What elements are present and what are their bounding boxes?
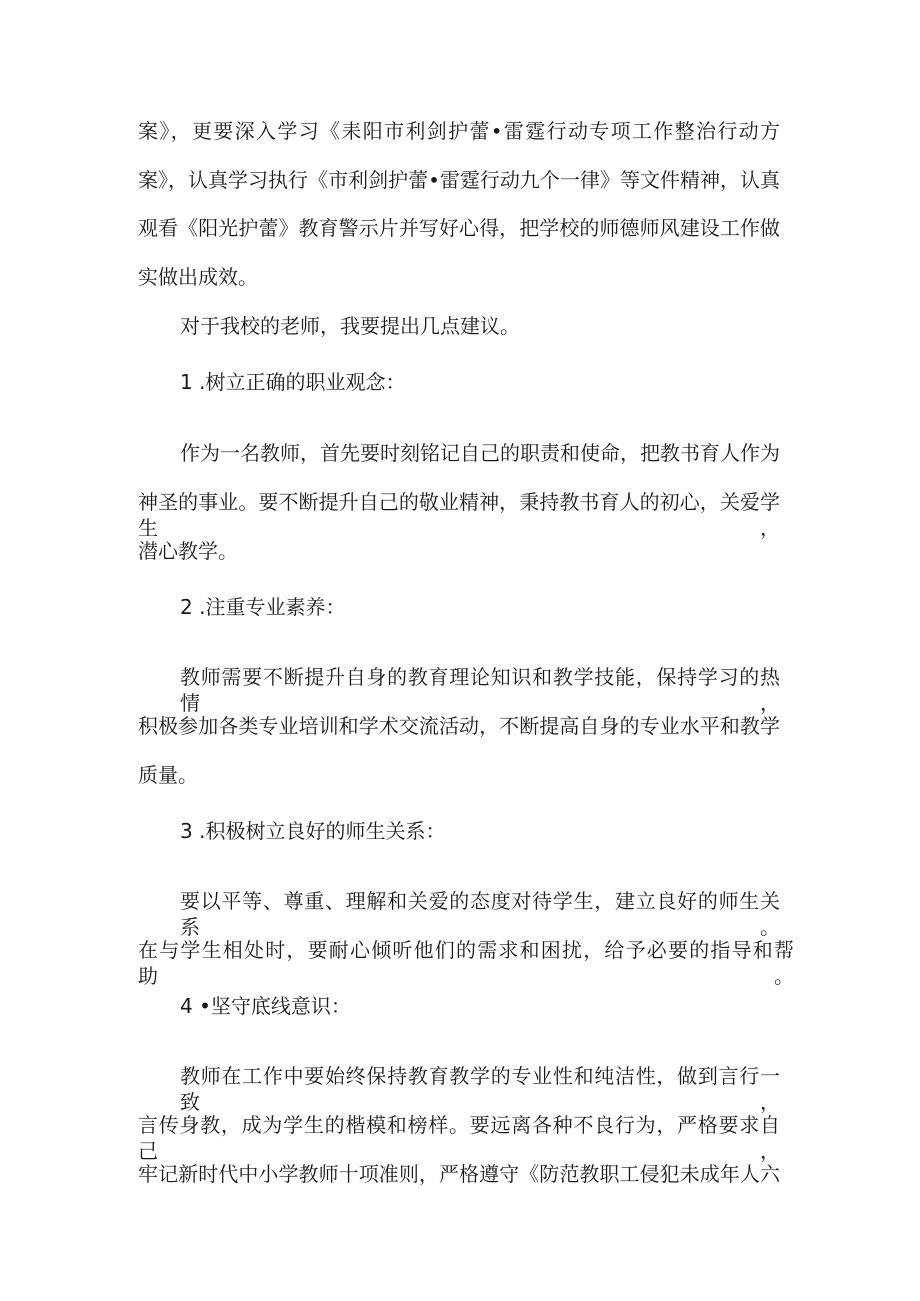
section-heading: 4 •坚守底线意识： [180, 994, 351, 1018]
paragraph-line: 作为一名教师，首先要时刻铭记自己的职责和使命，把教书育人作为 [180, 441, 780, 465]
paragraph-line: 在与学生相处时，要耐心倾听他们的需求和困扰，给予必要的指导和帮助。 [138, 938, 794, 988]
paragraph-line: 实做出成效。 [138, 265, 258, 289]
paragraph-line: 潜心教学。 [138, 539, 238, 563]
paragraph-line: 质量。 [138, 763, 198, 787]
paragraph-line: 言传身教，成为学生的楷模和榜样。要远离各种不良行为，严格要求自己， [138, 1113, 780, 1163]
paragraph-line: 观看《阳光护蕾》教育警示片并写好心得，把学校的师德师风建设工作做 [138, 216, 780, 240]
paragraph-line: 牢记新时代中小学教师十项准则，严格遵守《防范教职工侵犯未成年人六 [138, 1162, 780, 1186]
paragraph-line: 教师需要不断提升自身的教育理论知识和教学技能，保持学习的热情， [180, 665, 780, 715]
paragraph-line: 案》，认真学习执行《市利剑护蕾•雷霆行动九个一律》等文件精神，认真 [138, 168, 780, 192]
paragraph-line: 积极参加各类专业培训和学术交流活动，不断提高自身的专业水平和教学 [138, 714, 780, 738]
section-heading: 2 .注重专业素养： [180, 595, 346, 619]
paragraph-line: 案》，更要深入学习《耒阳市利剑护蕾•雷霆行动专项工作整治行动方 [138, 119, 780, 143]
paragraph-line: 教师在工作中要始终保持教育教学的专业性和纯洁性，做到言行一致， [180, 1064, 780, 1114]
section-heading: 1 .树立正确的职业观念： [180, 370, 406, 394]
paragraph-line: 对于我校的老师，我要提出几点建议。 [180, 314, 520, 338]
section-heading: 3 .积极树立良好的师生关系： [180, 819, 446, 843]
paragraph-line: 神圣的事业。要不断提升自己的敬业精神，秉持教书育人的初心，关爱学生， [138, 490, 780, 540]
paragraph-line: 要以平等、尊重、理解和关爱的态度对待学生，建立良好的师生关系。 [180, 889, 780, 939]
